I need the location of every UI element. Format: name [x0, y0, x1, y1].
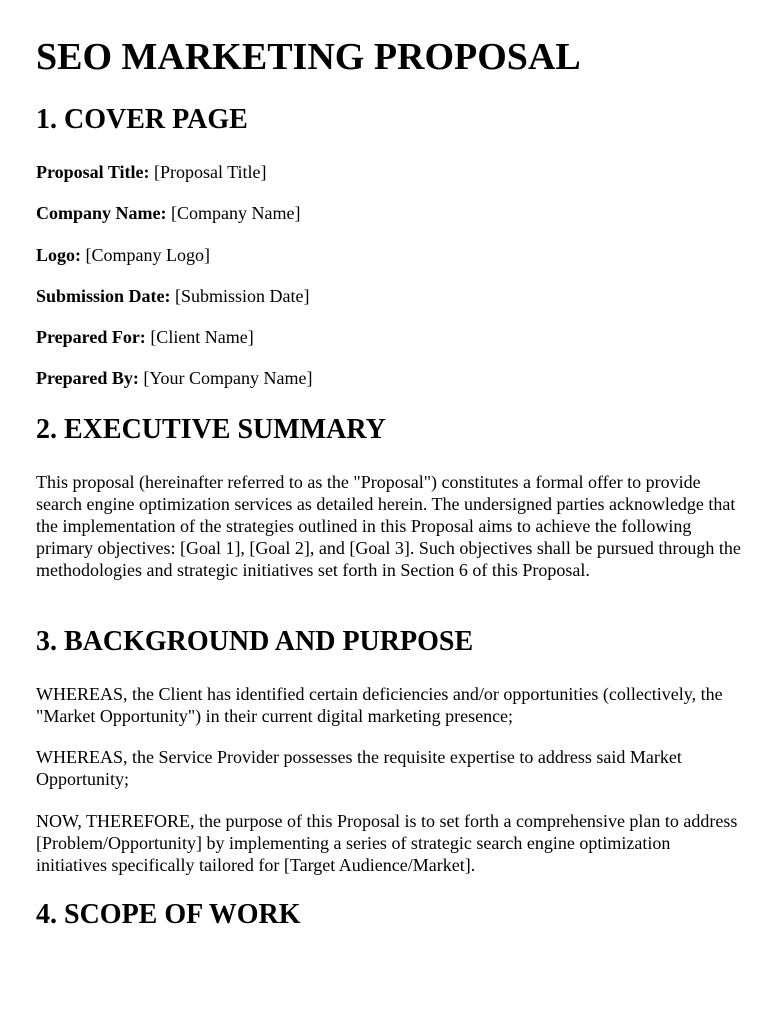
- field-value: [Proposal Title]: [149, 162, 267, 182]
- field-value: [Submission Date]: [170, 286, 310, 306]
- cover-field-proposal-title: [36, 161, 267, 183]
- field-label: Prepared By:: [36, 368, 139, 388]
- section-heading-executive-summary: 2. EXECUTIVE SUMMARY: [36, 414, 386, 445]
- background-paragraph: WHEREAS, the Service Provider possesses the requisite expertise to address said Market Opportunity;: [36, 747, 682, 789]
- field-label: Prepared For:: [36, 327, 146, 347]
- field-label: Company Name:: [36, 203, 167, 223]
- field-label: Proposal Title:: [36, 162, 150, 182]
- background-paragraph: WHEREAS, the Client has identified certain deficiencies and/or opportunities (collectively, the "Market Opportunity") in their current digital marketing presence;: [36, 684, 723, 726]
- document-title: SEO MARKETING PROPOSAL: [36, 36, 581, 78]
- field-label: Logo:: [36, 245, 81, 265]
- field-label: Submission Date:: [36, 286, 171, 306]
- field-value: [Company Logo]: [81, 245, 210, 265]
- cover-field-logo: [36, 244, 210, 266]
- section-heading-background-purpose: 3. BACKGROUND AND PURPOSE: [36, 626, 474, 657]
- cover-field-company-name: [36, 202, 300, 224]
- executive-summary-paragraph: This proposal (hereinafter referred to as the "Proposal") constitutes a formal offer to provide search engine optimization services as detailed herein. The undersigned parties acknowledge that the implementation of the strategies outlined in this Proposal aims to achieve the following primary objectives: [Goal 1], [Goal 2], and [Goal 3]. Such objectives shall be pursued through the methodologies and strategic initiatives set forth in Section 6 of this Proposal.: [36, 472, 741, 580]
- cover-field-submission-date: [36, 285, 310, 307]
- cover-field-prepared-for: [36, 326, 254, 348]
- section-heading-scope-of-work: 4. SCOPE OF WORK: [36, 899, 301, 930]
- cover-field-prepared-by: [36, 367, 312, 389]
- field-value: [Client Name]: [145, 327, 254, 347]
- field-value: [Your Company Name]: [138, 368, 313, 388]
- field-value: [Company Name]: [166, 203, 301, 223]
- section-heading-cover-page: 1. COVER PAGE: [36, 104, 248, 135]
- background-paragraph: NOW, THEREFORE, the purpose of this Proposal is to set forth a comprehensive plan to address [Problem/Opportunity] by implementing a series of strategic search engine optimization initiatives specifically tailored for [Target Audience/Market].: [36, 811, 738, 875]
